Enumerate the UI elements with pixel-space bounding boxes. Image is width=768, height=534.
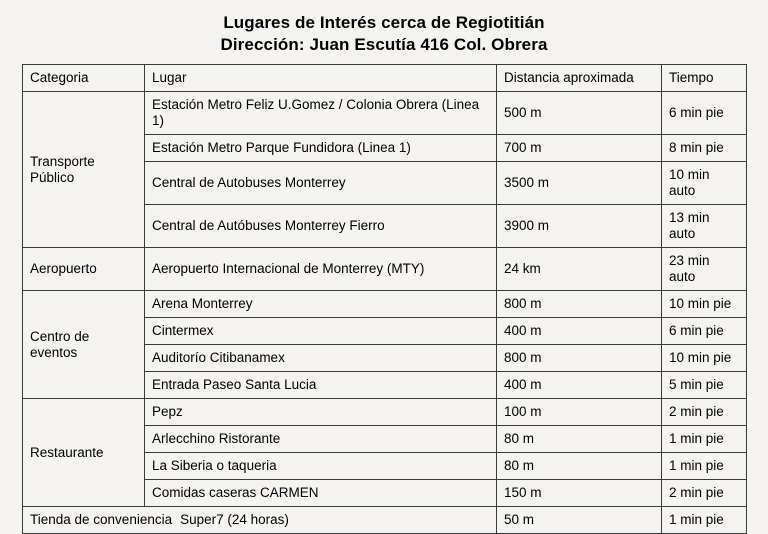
title-line-1: Lugares de Interés cerca de Regiotitián (223, 13, 545, 32)
distance-cell: 400 m (497, 372, 662, 399)
table-body (23, 92, 747, 534)
time-cell: 2 min pie (662, 399, 747, 426)
time-cell: 1 min pie (662, 507, 747, 534)
tienda-label-part-1: Tienda de conveniencia (30, 512, 173, 527)
time-cell: 6 min pie (662, 92, 747, 135)
time-cell: 2 min pie (662, 480, 747, 507)
distance-cell: 400 m (497, 318, 662, 345)
header-distance: Distancia aproximada (497, 65, 662, 92)
distance-cell: 50 m (497, 507, 662, 534)
time-cell: 10 min pie (662, 345, 747, 372)
place-cell: Central de Autobuses Monterrey (145, 162, 497, 205)
place-cell: Pepz (145, 399, 497, 426)
table-row (23, 248, 747, 291)
table-row (23, 291, 747, 318)
distance-cell: 100 m (497, 399, 662, 426)
category-cell-centro-eventos: Centro de eventos (23, 291, 145, 399)
place-cell: Aeropuerto Internacional de Monterrey (MTY) (145, 248, 497, 291)
tienda-label-cell (23, 507, 497, 534)
distance-cell: 3500 m (497, 162, 662, 205)
place-cell: Comidas caseras CARMEN (145, 480, 497, 507)
category-cell-aeropuerto: Aeropuerto (23, 248, 145, 291)
distance-cell: 24 km (497, 248, 662, 291)
time-cell: 13 min auto (662, 205, 747, 248)
distance-cell: 80 m (497, 426, 662, 453)
distance-cell: 800 m (497, 291, 662, 318)
place-cell: Entrada Paseo Santa Lucia (145, 372, 497, 399)
time-cell: 8 min pie (662, 135, 747, 162)
table-row-tienda (23, 507, 747, 534)
time-cell: 5 min pie (662, 372, 747, 399)
table-row (23, 399, 747, 426)
table-header-row (23, 65, 747, 92)
points-of-interest-table (22, 64, 747, 534)
time-cell: 6 min pie (662, 318, 747, 345)
title-line-2: Dirección: Juan Escutía 416 Col. Obrera (220, 35, 548, 54)
place-cell: Estación Metro Parque Fundidora (Linea 1) (145, 135, 497, 162)
table-header (23, 65, 747, 92)
document-title (22, 12, 746, 56)
distance-cell: 500 m (497, 92, 662, 135)
place-cell: Arlecchino Ristorante (145, 426, 497, 453)
header-time: Tiempo (662, 65, 747, 92)
time-cell: 1 min pie (662, 426, 747, 453)
distance-cell: 150 m (497, 480, 662, 507)
header-place: Lugar (145, 65, 497, 92)
place-cell: Cintermex (145, 318, 497, 345)
place-cell: Auditorío Citibanamex (145, 345, 497, 372)
tienda-label-part-2: Super7 (24 horas) (180, 512, 289, 527)
place-cell: Arena Monterrey (145, 291, 497, 318)
category-cell-transporte: Transporte Público (23, 92, 145, 248)
place-cell: La Siberia o taqueria (145, 453, 497, 480)
place-cell: Estación Metro Feliz U.Gomez / Colonia Obrera (Linea 1) (145, 92, 497, 135)
distance-cell: 3900 m (497, 205, 662, 248)
distance-cell: 800 m (497, 345, 662, 372)
time-cell: 10 min pie (662, 291, 747, 318)
place-cell: Central de Autóbuses Monterrey Fierro (145, 205, 497, 248)
table-row (23, 92, 747, 135)
distance-cell: 700 m (497, 135, 662, 162)
category-cell-restaurante: Restaurante (23, 399, 145, 507)
distance-cell: 80 m (497, 453, 662, 480)
time-cell: 23 min auto (662, 248, 747, 291)
time-cell: 1 min pie (662, 453, 747, 480)
header-category: Categoria (23, 65, 145, 92)
time-cell: 10 min auto (662, 162, 747, 205)
